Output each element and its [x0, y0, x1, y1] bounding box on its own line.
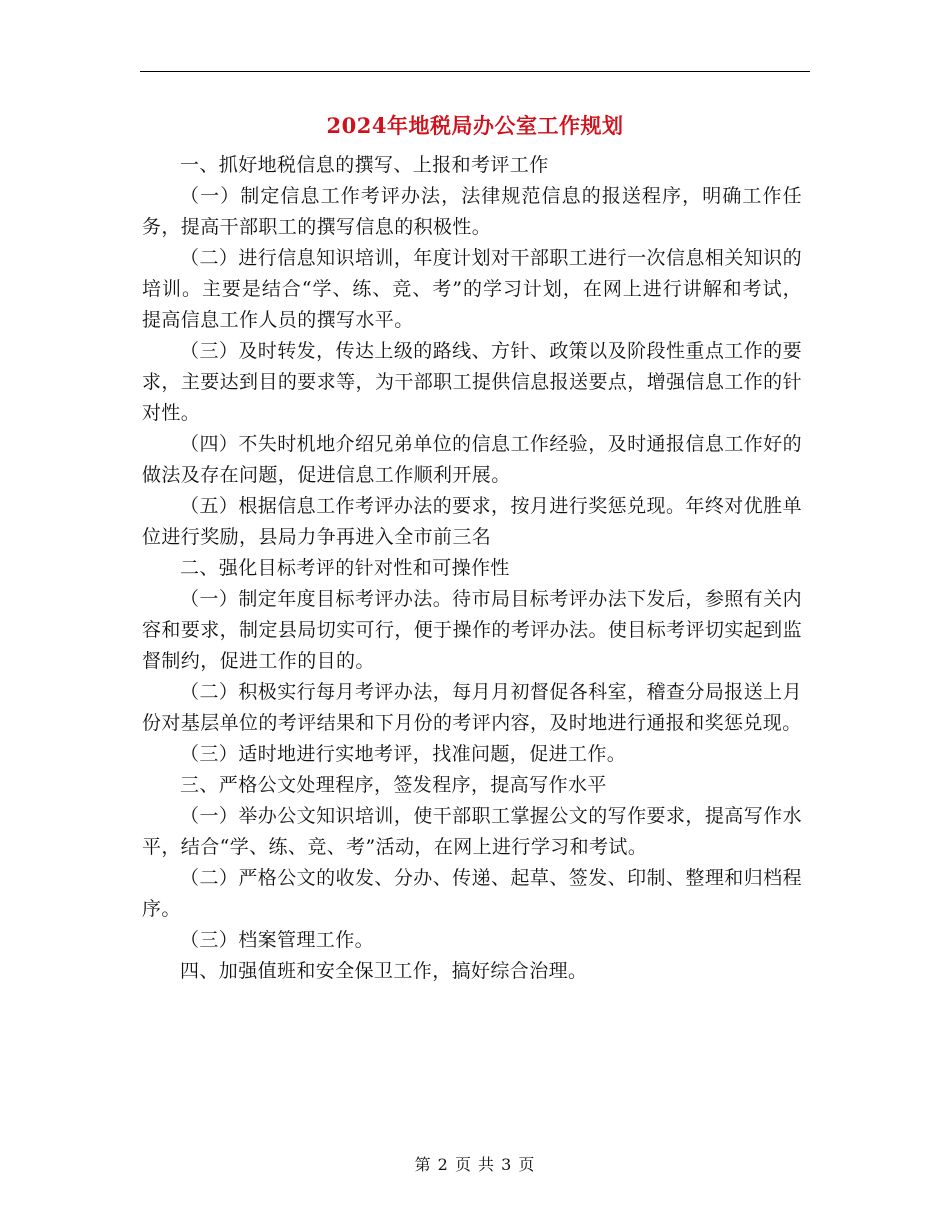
paragraph: （三）及时转发，传达上级的路线、方针、政策以及阶段性重点工作的要求，主要达到目的要求等，为干部职工提供信息报送要点，增强信息工作的针对性。	[142, 340, 802, 424]
header-rule	[140, 71, 810, 72]
paragraph: （四）不失时机地介绍兄弟单位的信息工作经验，及时通报信息工作好的做法及存在问题，促进信息工作顺利开展。	[142, 433, 802, 486]
paragraph: （五）根据信息工作考评办法的要求，按月进行奖惩兑现。年终对优胜单位进行奖励，县局力争再进入全市前三名	[142, 495, 802, 548]
paragraph: （一）制定信息工作考评办法，法律规范信息的报送程序，明确工作任务，提高干部职工的撰写信息的积极性。	[142, 185, 802, 238]
paragraph: （三）档案管理工作。	[180, 929, 375, 951]
page-number: 第 2 页 共 3 页	[414, 1155, 536, 1174]
paragraph: （一）制定年度目标考评办法。待市局目标考评办法下发后，参照有关内容和要求，制定县局切实可行，便于操作的考评办法。使目标考评切实起到监督制约，促进工作的目的。	[142, 588, 802, 672]
document-body	[142, 150, 802, 987]
section-heading-4: 四、加强值班和安全保卫工作，搞好综合治理。	[180, 960, 588, 982]
section-heading-2: 二、强化目标考评的针对性和可操作性	[180, 557, 510, 579]
section-heading-3: 三、严格公文处理程序，签发程序，提高写作水平	[180, 774, 607, 796]
section-heading-1: 一、抓好地税信息的撰写、上报和考评工作	[180, 154, 549, 176]
paragraph: （三）适时地进行实地考评，找准问题，促进工作。	[180, 743, 627, 765]
paragraph: （二）积极实行每月考评办法，每月月初督促各科室，稽查分局报送上月份对基层单位的考评结果和下月份的考评内容，及时地进行通报和奖惩兑现。	[142, 681, 802, 734]
paragraph: （二）严格公文的收发、分办、传递、起草、签发、印制、整理和归档程序。	[142, 867, 802, 920]
paragraph: （二）进行信息知识培训，年度计划对干部职工进行一次信息相关知识的培训。主要是结合“学、练、竞、考”的学习计划，在网上进行讲解和考试，提高信息工作人员的撰写水平。	[142, 247, 802, 331]
paragraph: （一）举办公文知识培训，使干部职工掌握公文的写作要求，提高写作水平，结合“学、练、竞、考”活动，在网上进行学习和考试。	[142, 805, 802, 858]
document-title: 2024年地税局办公室工作规划	[326, 113, 624, 138]
